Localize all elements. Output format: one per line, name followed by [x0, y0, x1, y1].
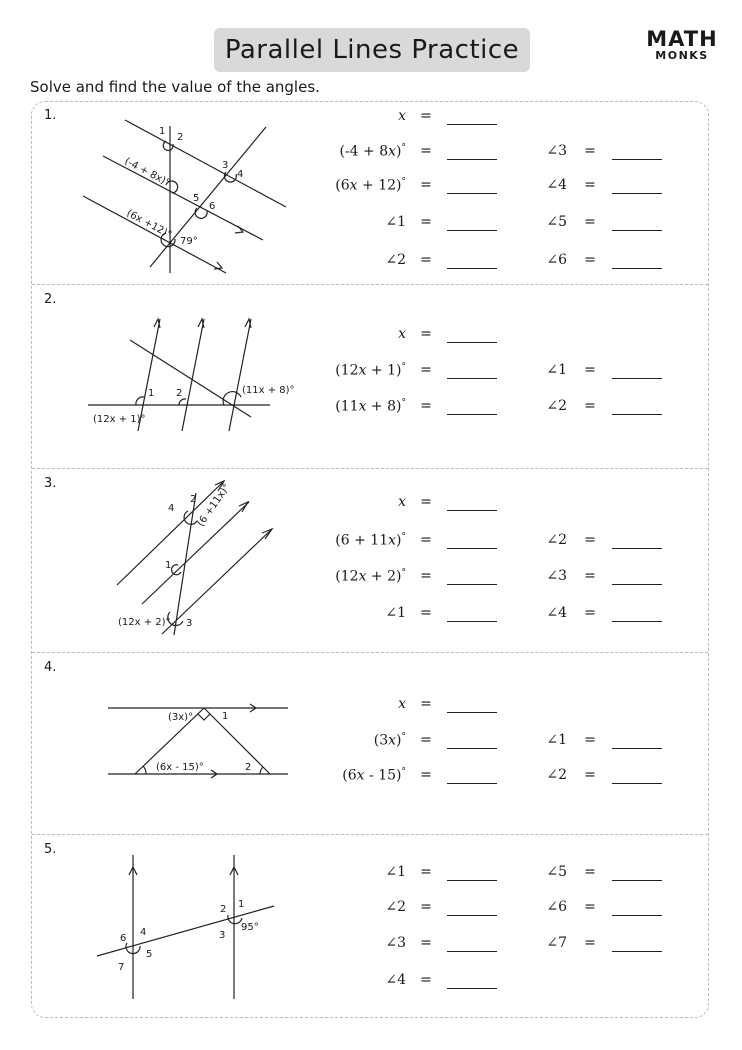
- expression-label: ∠2: [385, 899, 406, 915]
- angle-arc: [179, 399, 186, 405]
- figure-label: (6x +12)°: [124, 207, 174, 241]
- figure-label: 2: [190, 494, 197, 505]
- equals-sign: =: [584, 362, 596, 378]
- answer-blank[interactable]: [612, 398, 662, 415]
- equals-sign: =: [584, 605, 596, 621]
- diagonal-transversal: [150, 127, 266, 267]
- answer-blank[interactable]: [447, 494, 497, 511]
- figure-label: 2: [177, 132, 184, 143]
- equals-sign: =: [420, 143, 432, 159]
- answer-blank[interactable]: [612, 732, 662, 749]
- arrow-head: [214, 262, 222, 269]
- problem-5: [32, 835, 708, 1018]
- answer-blank[interactable]: [612, 177, 662, 194]
- figure-label: (6x - 15)°: [156, 762, 204, 773]
- expression-label: (6x + 12)°: [335, 177, 406, 194]
- equals-sign: =: [420, 568, 432, 584]
- expression-label: ∠2: [385, 252, 406, 268]
- equals-sign: =: [420, 696, 432, 712]
- equals-sign: =: [420, 177, 432, 193]
- expression-label: (-4 + 8x)°: [339, 143, 406, 160]
- equals-sign: =: [420, 494, 432, 510]
- expression-label: ∠6: [546, 252, 567, 268]
- figure-label: 1: [148, 388, 155, 399]
- figure-label: (12x + 2)°: [118, 617, 171, 628]
- expression-label: ∠3: [546, 568, 567, 584]
- expression-label: (12x + 2)°: [335, 568, 406, 585]
- answer-blank[interactable]: [612, 214, 662, 231]
- expression-label: ∠5: [546, 864, 567, 880]
- expression-label: x: [398, 108, 406, 124]
- expression-label: ∠1: [385, 864, 406, 880]
- equals-sign: =: [420, 252, 432, 268]
- figure-label: 4: [237, 169, 244, 180]
- figure-label: 3: [219, 930, 226, 941]
- parallel-line-b: [142, 502, 249, 604]
- figure-label: (11x + 8)°: [242, 385, 295, 396]
- equals-sign: =: [420, 732, 432, 748]
- figure-label: 95°: [241, 922, 259, 933]
- equals-sign: =: [584, 732, 596, 748]
- equals-sign: =: [584, 398, 596, 414]
- problem-number: 3.: [44, 476, 57, 491]
- equals-sign: =: [584, 767, 596, 783]
- equals-sign: =: [584, 252, 596, 268]
- angle-arc: [223, 392, 241, 405]
- equals-sign: =: [420, 108, 432, 124]
- equals-sign: =: [584, 864, 596, 880]
- equals-sign: =: [584, 143, 596, 159]
- parallel-line-a: [122, 120, 286, 207]
- expression-label: ∠1: [385, 605, 406, 621]
- expression-label: ∠2: [546, 767, 567, 783]
- equals-sign: =: [420, 362, 432, 378]
- figure-label: 1: [222, 711, 229, 722]
- expression-label: (12x + 1)°: [335, 362, 406, 379]
- arrow-head: [245, 319, 251, 328]
- answer-blank[interactable]: [612, 532, 662, 549]
- figure-label: 4: [140, 927, 147, 938]
- figure-label: 6: [209, 201, 216, 212]
- figure-label: 6: [120, 933, 127, 944]
- arrow-head: [198, 319, 204, 328]
- figure-label: (12x + 1)°: [93, 414, 146, 425]
- right-angle-mark: [198, 714, 210, 720]
- angle-arc: [228, 915, 242, 924]
- math-monks-logo: [646, 28, 718, 62]
- equals-sign: =: [420, 605, 432, 621]
- figure-label: 2: [245, 762, 252, 773]
- answer-blank[interactable]: [612, 899, 662, 916]
- expression-label: ∠3: [385, 935, 406, 951]
- equals-sign: =: [420, 899, 432, 915]
- figure-label: 5: [146, 949, 153, 960]
- expression-label: ∠6: [546, 899, 567, 915]
- logo-bottom-text: MONKS: [655, 49, 709, 62]
- page-title: [214, 28, 530, 72]
- expression-label: ∠1: [546, 732, 567, 748]
- figure-label: 2: [176, 388, 183, 399]
- answer-blank[interactable]: [447, 108, 497, 125]
- angle-arc: [172, 565, 181, 575]
- expression-label: (6 + 11x)°: [335, 532, 406, 549]
- expression-label: ∠5: [546, 214, 567, 230]
- figure-label: (-4 + 8x)°: [122, 155, 172, 190]
- parallel-line-c: [162, 529, 272, 634]
- answer-blank[interactable]: [447, 326, 497, 343]
- expression-label: x: [398, 696, 406, 712]
- expression-label: ∠2: [546, 532, 567, 548]
- answer-blank[interactable]: [447, 972, 497, 989]
- problem-number: 1.: [44, 108, 57, 123]
- expression-label: ∠7: [546, 935, 567, 951]
- figure-label: 7: [118, 962, 125, 973]
- equals-sign: =: [420, 326, 432, 342]
- expression-label: ∠4: [546, 605, 567, 621]
- figure-label: 5: [193, 193, 200, 204]
- figure-label: 3: [186, 618, 193, 629]
- problem-5-figure: [32, 835, 332, 1018]
- answer-blank[interactable]: [612, 864, 662, 881]
- expression-label: x: [398, 326, 406, 342]
- equals-sign: =: [420, 532, 432, 548]
- answer-blank[interactable]: [612, 252, 662, 269]
- expression-label: ∠1: [546, 362, 567, 378]
- equals-sign: =: [584, 532, 596, 548]
- angle-arc: [260, 767, 263, 774]
- problem-number: 4.: [44, 660, 57, 675]
- equals-sign: =: [420, 767, 432, 783]
- answer-blank[interactable]: [612, 362, 662, 379]
- expression-label: ∠2: [546, 398, 567, 414]
- equals-sign: =: [420, 214, 432, 230]
- equals-sign: =: [420, 935, 432, 951]
- triangle-right-side: [204, 708, 270, 774]
- figure-label: 79°: [180, 236, 198, 247]
- figure-label: (3x)°: [168, 712, 194, 723]
- figure-label: 4: [168, 503, 175, 514]
- answer-blank[interactable]: [612, 935, 662, 952]
- figure-label: 3: [222, 160, 229, 171]
- angle-arc: [143, 766, 146, 774]
- equals-sign: =: [584, 214, 596, 230]
- equals-sign: =: [420, 864, 432, 880]
- problem-number: 5.: [44, 842, 57, 857]
- expression-label: x: [398, 494, 406, 510]
- arrow-head: [154, 319, 160, 328]
- expression-label: (6x - 15)°: [342, 767, 406, 784]
- equals-sign: =: [420, 398, 432, 414]
- answer-blank[interactable]: [612, 605, 662, 622]
- figure-label: 2: [220, 904, 227, 915]
- page-title-text: Parallel Lines Practice: [224, 35, 520, 65]
- equals-sign: =: [584, 899, 596, 915]
- equals-sign: =: [420, 972, 432, 988]
- answer-blank[interactable]: [612, 767, 662, 784]
- answer-blank[interactable]: [447, 696, 497, 713]
- figure-label: (6 +11x)°: [195, 481, 233, 529]
- logo-top-text: MATH: [646, 27, 718, 51]
- answer-blank[interactable]: [612, 143, 662, 160]
- expression-label: ∠4: [385, 972, 406, 988]
- answer-blank[interactable]: [612, 568, 662, 585]
- instructions: Solve and find the value of the angles.: [30, 78, 320, 96]
- expression-label: (11x + 8)°: [335, 398, 406, 415]
- equals-sign: =: [584, 935, 596, 951]
- expression-label: ∠1: [385, 214, 406, 230]
- expression-label: (3x)°: [373, 732, 406, 749]
- expression-label: ∠3: [546, 143, 567, 159]
- figure-label: 1: [238, 899, 245, 910]
- figure-label: 1: [159, 126, 166, 137]
- figure-label: 1: [165, 560, 172, 571]
- problem-number: 2.: [44, 292, 57, 307]
- equals-sign: =: [584, 568, 596, 584]
- expression-label: ∠4: [546, 177, 567, 193]
- equals-sign: =: [584, 177, 596, 193]
